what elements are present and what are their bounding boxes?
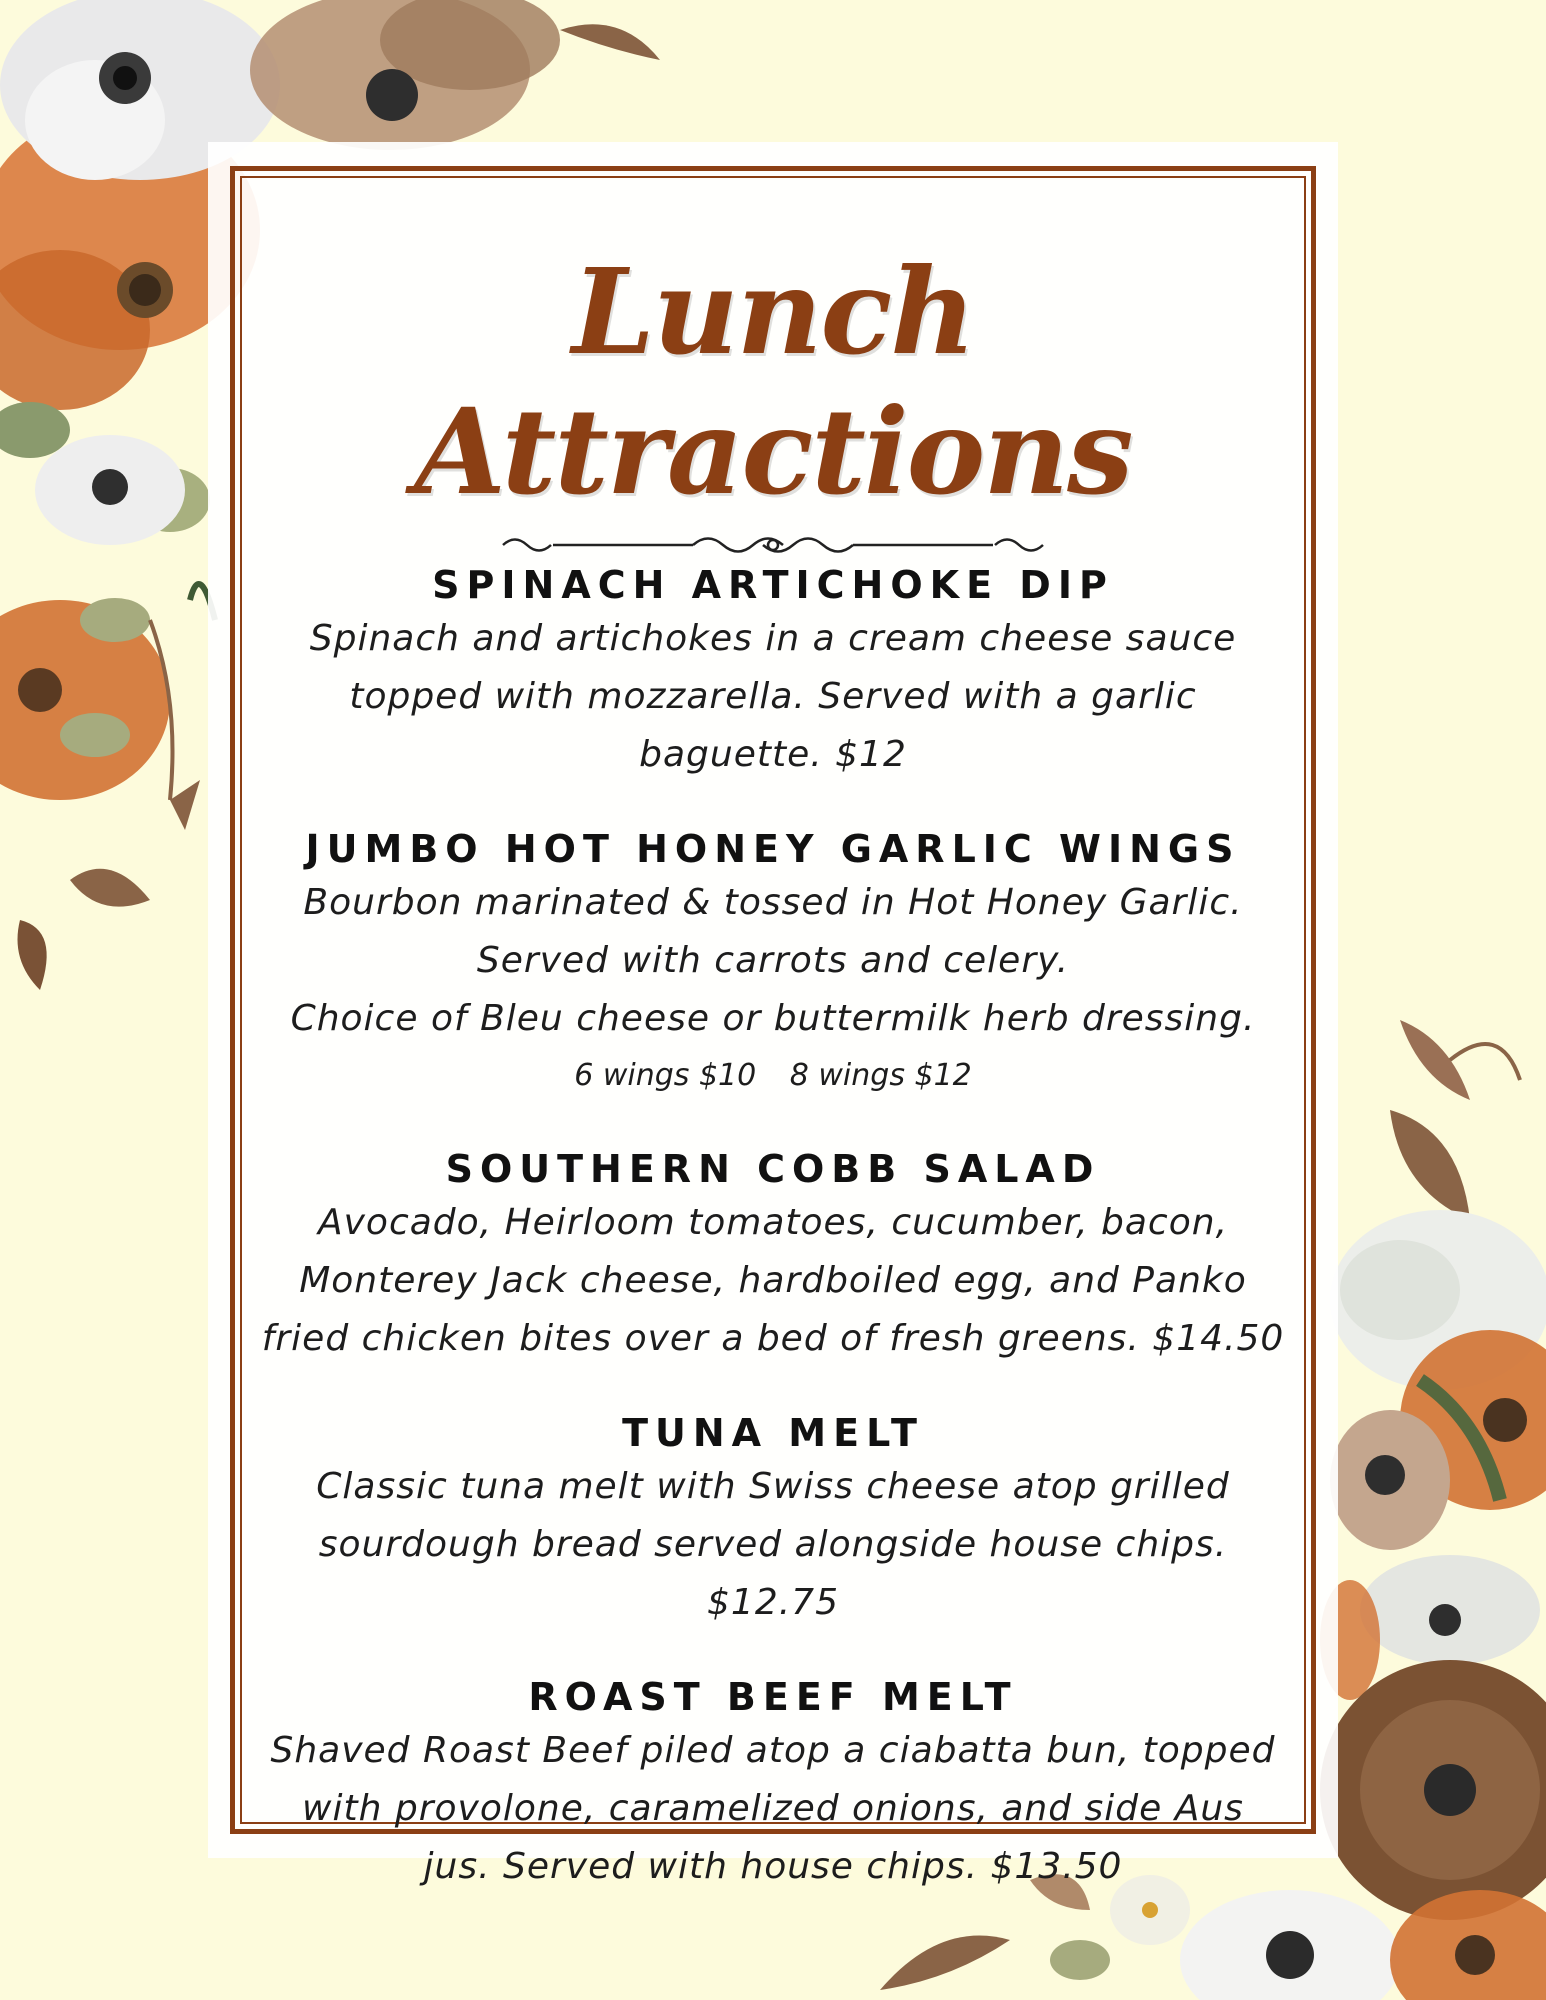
item-name: TUNA MELT <box>622 1411 924 1455</box>
item-name: JUMBO HOT HONEY GARLIC WINGS <box>305 827 1241 871</box>
item-description <box>248 1194 1298 1368</box>
item-name: ROAST BEEF MELT <box>528 1675 1018 1719</box>
item-description <box>248 874 1298 1048</box>
description-line: Spinach and artichokes in a cream cheese sauce <box>309 618 1237 659</box>
menu-item-tuna-melt <box>248 1408 1298 1632</box>
menu-card <box>208 142 1338 1887</box>
ornament-divider-icon <box>493 530 1053 560</box>
description-line: Classic tuna melt with Swiss cheese atop grilled <box>316 1466 1230 1507</box>
description-line: topped with mozzarella. Served with a garlic <box>349 676 1197 717</box>
menu-title: Lunch Attractions <box>414 242 1132 521</box>
description-line: Choice of Bleu cheese or buttermilk herb dressing. <box>290 998 1256 1039</box>
description-line: Monterey Jack cheese, hardboiled egg, and Panko <box>299 1260 1247 1301</box>
description-line: Avocado, Heirloom tomatoes, cucumber, bacon, <box>317 1202 1229 1243</box>
description-line: Shaved Roast Beef piled atop a ciabatta bun, topped <box>270 1730 1276 1771</box>
item-description <box>248 1458 1298 1632</box>
description-line: fried chicken bites over a bed of fresh greens. $14.50 <box>261 1318 1285 1359</box>
description-line: $12.75 <box>707 1582 839 1623</box>
item-name: SOUTHERN COBB SALAD <box>445 1147 1101 1191</box>
description-line: with provolone, caramelized onions, and side Aus <box>302 1788 1244 1829</box>
menu-content <box>248 242 1298 1936</box>
price-option: 6 wings $10 <box>574 1058 757 1093</box>
description-line: Served with carrots and celery. <box>476 940 1070 981</box>
description-line: jus. Served with house chips. $13.50 <box>423 1846 1123 1887</box>
item-description <box>248 610 1298 784</box>
menu-item-roast-beef-melt <box>248 1672 1298 1896</box>
menu-item-southern-cobb-salad <box>248 1144 1298 1368</box>
menu-item-spinach-artichoke-dip <box>248 560 1298 784</box>
item-description <box>248 1722 1298 1896</box>
description-line: sourdough bread served alongside house chips. <box>318 1524 1228 1565</box>
menu-item-jumbo-hot-honey-garlic-wings <box>248 824 1298 1104</box>
item-name: SPINACH ARTICHOKE DIP <box>432 563 1114 607</box>
price-option: 8 wings $12 <box>789 1058 972 1093</box>
description-line: baguette. $12 <box>639 734 907 775</box>
wing-price-options <box>248 1048 1298 1104</box>
description-line: Bourbon marinated & tossed in Hot Honey Garlic. <box>303 882 1243 923</box>
